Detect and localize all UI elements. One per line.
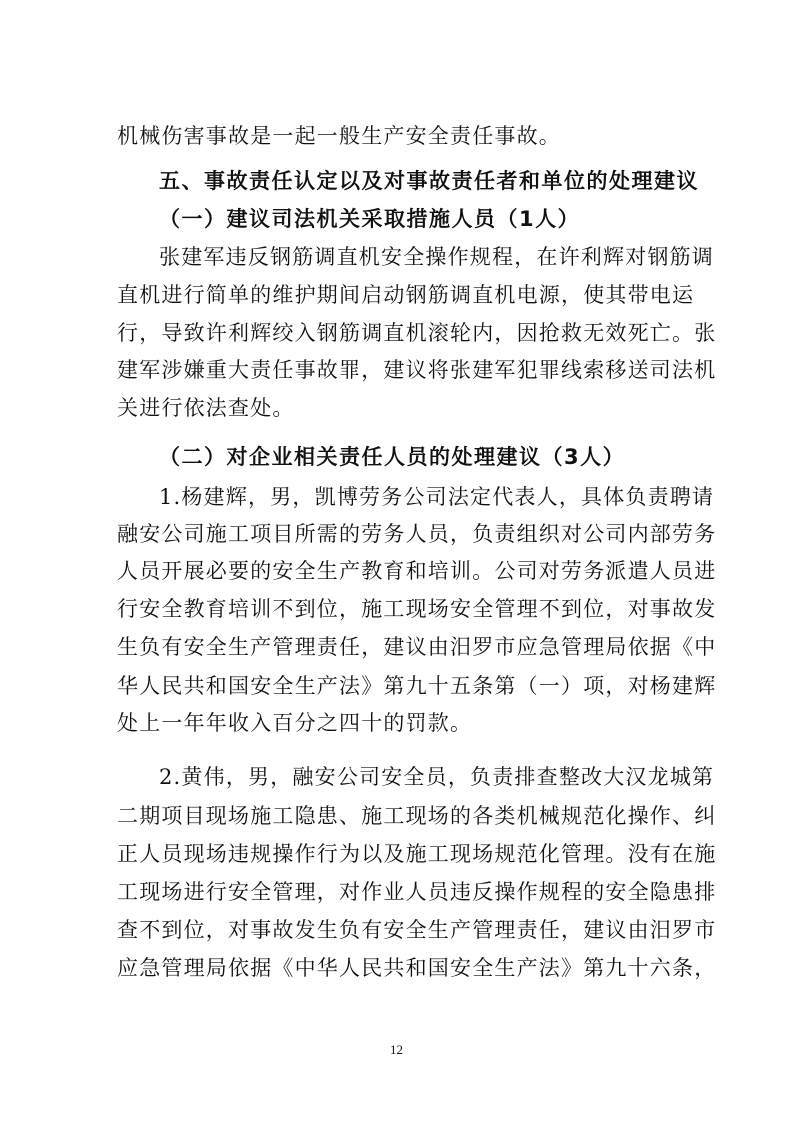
section-heading: 五、事故责任认定以及对事故责任者和单位的处理建议 xyxy=(159,169,699,193)
body-text-line: 行安全教育培训不到位，施工现场安全管理不到位，对事故发 xyxy=(117,597,717,621)
subsection-heading: （二）对企业相关责任人员的处理建议（3人） xyxy=(159,445,626,469)
body-text-line: 2.黄伟，男，融安公司安全员，负责排查整改大汉龙城第 xyxy=(159,765,715,789)
body-text-line: 1.杨建辉，男，凯博劳务公司法定代表人，具体负责聘请 xyxy=(159,485,715,509)
page-number: 12 xyxy=(390,1042,403,1057)
body-text-line: 张建军违反钢筋调直机安全操作规程，在许利辉对钢筋调 xyxy=(159,245,714,269)
body-text-line: 查不到位，对事故发生负有安全生产管理责任，建议由汨罗市 xyxy=(117,918,717,942)
body-text-line: 直机进行简单的维护期间启动钢筋调直机电源，使其带电运 xyxy=(117,283,695,307)
body-text-line: 机械伤害事故是一起一般生产安全责任事故。 xyxy=(117,124,561,148)
body-text-line: 行，导致许利辉绞入钢筋调直机滚轮内，因抢救无效死亡。张 xyxy=(117,321,717,345)
body-text-line: 建军涉嫌重大责任事故罪，建议将张建军犯罪线索移送司法机 xyxy=(117,358,717,382)
body-text-line: 融安公司施工项目所需的劳务人员，负责组织对公司内部劳务 xyxy=(117,522,717,546)
body-text-line: 人员开展必要的安全生产教育和培训。公司对劳务派遣人员进 xyxy=(117,559,717,583)
body-text-line: 工现场进行安全管理，对作业人员违反操作规程的安全隐患排 xyxy=(117,880,717,904)
body-text-line: 处上一年年收入百分之四十的罚款。 xyxy=(117,711,473,735)
body-text-line: 应急管理局依据《中华人民共和国安全生产法》第九十六条， xyxy=(117,956,717,980)
body-text-line: 生负有安全生产管理责任，建议由汨罗市应急管理局依据《中 xyxy=(117,635,717,659)
body-text-line: 二期项目现场施工隐患、施工现场的各类机械规范化操作、纠 xyxy=(117,804,717,828)
body-text-line: 正人员现场违规操作行为以及施工现场规范化管理。没有在施 xyxy=(117,842,717,866)
body-text-line: 关进行依法查处。 xyxy=(117,396,295,420)
body-text-line: 华人民共和国安全生产法》第九十五条第（一）项，对杨建辉 xyxy=(117,674,717,698)
subsection-heading: （一）建议司法机关采取措施人员（1人） xyxy=(159,207,581,231)
